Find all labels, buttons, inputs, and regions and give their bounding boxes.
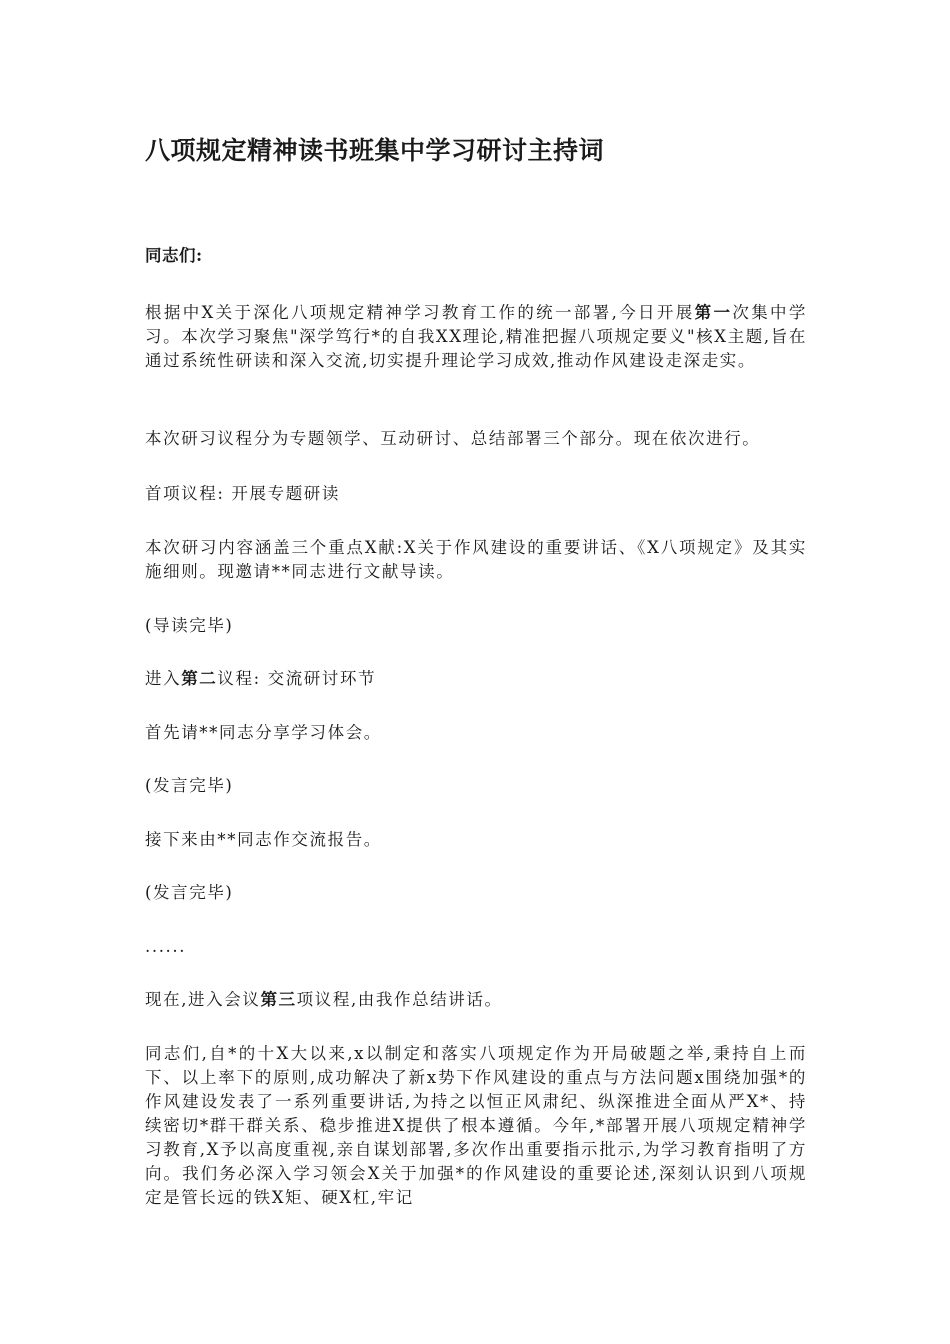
paragraph-agenda-item-3-text-b: 项议程,由我作总结讲话。 [296, 990, 503, 1009]
paragraph-agenda-item-3-bold: 第三 [260, 990, 297, 1009]
paragraph-agenda-item-3 [145, 988, 807, 1012]
paragraph-agenda-overview: 本次研习议程分为专题领学、互动研讨、总结部署三个部分。现在依次进行。 [145, 429, 761, 448]
paragraph-agenda-item-2-bold: 第二 [181, 669, 218, 688]
paragraph-intro [145, 301, 807, 373]
paragraph-intro-text-b: 次集中学习。本次学习聚焦"深学笃行*的自我XX理论,精准把握八项规定要义"核X主题,旨在通过系统性研读和深入交流,切实提升理论学习成效,推动作风建设走深走实。 [145, 303, 808, 370]
paragraph-first-speaker: 首先请**同志分享学习体会。 [145, 723, 382, 742]
salutation: 同志们: [145, 246, 203, 265]
paragraph-speech-done-1: (发言完毕) [145, 776, 234, 795]
paragraph-agenda-item-2-text-a: 进入 [145, 669, 182, 688]
paragraph-agenda-item-2 [145, 667, 807, 691]
paragraph-reading-content: 本次研习内容涵盖三个重点X献:X关于作风建设的重要讲话、《X八项规定》及其实施细则。现邀请**同志进行文献导读。 [145, 538, 807, 581]
paragraph-speech-done-2: (发言完毕) [145, 883, 234, 902]
paragraph-intro-text-a: 根据中X关于深化八项规定精神学习教育工作的统一部署,今日开展 [145, 303, 695, 322]
paragraph-intro-bold: 第一 [694, 303, 733, 322]
document-title: 八项规定精神读书班集中学习研讨主持词 [145, 136, 605, 165]
paragraph-next-speaker: 接下来由**同志作交流报告。 [145, 830, 382, 849]
paragraph-summary-speech: 同志们,自*的十X大以来,x以制定和落实八项规定作为开局破题之举,秉持自上而下、以上率下的原则,成功解决了新x势下作风建设的重点与方法问题x围绕加强*的作风建设发表了一系列重要讲话,为持之以恒正风肃纪、纵深推进全面从严X*、持续密切*群干群关系、稳步推进X提供了根本遵循。今年,*部署开展八项规定精神学习教育,X予以高度重视,亲自谋划部署,多次作出重要指示批示,为学习教育指明了方向。我们务必深入学习领会X关于加强*的作风建设的重要论述,深刻认识到八项规定是管长远的铁X矩、硬X杠,牢记 [145, 1044, 807, 1207]
paragraph-agenda-item-1: 首项议程: 开展专题研读 [145, 484, 341, 503]
paragraph-ellipsis: ...... [145, 937, 187, 956]
paragraph-agenda-item-2-text-b: 议程: 交流研讨环节 [217, 669, 377, 688]
paragraph-reading-done: (导读完毕) [145, 616, 234, 635]
paragraph-agenda-item-3-text-a: 现在,进入会议 [145, 990, 261, 1009]
